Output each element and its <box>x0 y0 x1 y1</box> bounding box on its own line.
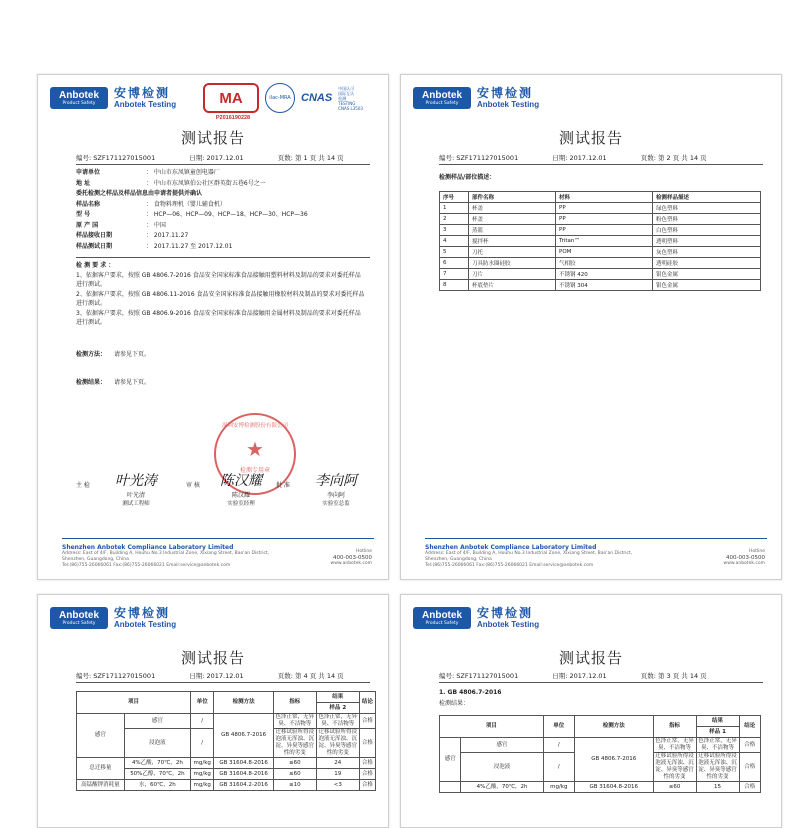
signature-3: 李向阿 <box>315 473 357 489</box>
cert-logos <box>203 83 363 121</box>
applicant-info: 申请单位 ： 中山市东凤镇童创电器厂 地 址 ： 中山市东凤镇伯公社区群英街五巷6号之一 委托检测之样品及样品信息由申请者提供并确认 样品名称 ： 食物料理机（婴儿辅食机） 型 号 ： HCP—06、HCP—09、HCP—18、HCP—30、HCP—36 原 产 国 ： 中国 样品接收日期 ： 2017.11.27 样品测试日期 ： 2017.11.27 至 2017.12.01 <box>76 169 308 250</box>
table-row: 1 杯盖 PP 绿色塑料 <box>440 203 761 214</box>
table-row: 3 蒸篮 PP 白色塑料 <box>440 225 761 236</box>
report-meta: 编号: SZF171127015001 日期: 2017.12.01 页数: 第 2 页 共 14 页 <box>439 154 707 162</box>
test-requirements: 检 测 要 求 ： 1、依据客户要求，按照 GB 4806.7-2016 食品安全国家标准食品接触用塑料材料及制品的要求对委托样品进行测试。 2、依据客户要求，按照 GB 4806.11-2016 食品安全国家标准食品接触用橡胶材料及制品的要求对委托样品进行测试。 3、依据客户要求，按照 GB 4806.9-2016 食品安全国家标准食品接触用金属材料及制品的要求对委托样品进行测试。 <box>76 262 365 326</box>
report-page-4 <box>37 594 389 828</box>
section-title: 检测样品/部位描述： <box>439 174 496 181</box>
results-table: 项目 单位 检测方法 指标 结果 结论 样品 2 感官 感官 / GB 4806.7-2016 色泽正常，无异臭、不洁物等 色泽正常，无异臭、不洁物等 合格 浸泡液 / 迁移试验所得浸泡液无浑浊、沉淀、异臭等感官性的劣变 迁移试验所得浸泡液无浑浊、沉淀、异臭等感官性的劣变 合格 总迁移量 4%乙酸，70℃，2h mg/kg GB 31604.8-2016 ≤60 24 合格 50%乙醇，70℃，2h mg/kg GB 31604.8-2016 ≤60 19 合格 高锰酸钾消耗量 水，60℃，2h mg/kg GB 31604.2-2016 ≤10 <3 合格 <box>76 691 376 791</box>
header-brand: Anbotek Product Safety 安博检测 Anbotek Testing <box>413 607 539 629</box>
signatures: 主 检 叶光涛 叶光清 测试工程师 审 核 陈汉耀 陈汉耀 实验室经理 批 准 李向阿 李向阿 实验室总监 <box>76 470 376 530</box>
header-brand: Anbotek Product Safety 安博检测 Anbotek Testing <box>413 87 539 109</box>
footer: Shenzhen Anbotek Compliance Laboratory Limited Address: East of 4/F, Building A, Houhu No.3 Industrial Zone, Xixiang Street, Bao'an District, Shenzhen, Guangdong, China Tel:(86)755-26066061 Fax:(86)755-26066021 Email:service@anbotek.com <box>62 544 270 568</box>
table-row: 8 杯底垫片 不锈钢 304 银色金属 <box>440 280 761 291</box>
anbotek-logo: Anbotek Product Safety <box>413 607 471 629</box>
cnas-icon: CNAS <box>301 92 333 104</box>
report-meta: 编号: SZF171127015001 日期: 2017.12.01 页数: 第 4 页 共 14 页 <box>76 672 344 680</box>
report-page-3 <box>400 594 782 828</box>
footer: Shenzhen Anbotek Compliance Laboratory Limited Address: East of 4/F, Building A, Houhu No.3 Industrial Zone, Xixiang Street, Bao'an District, Shenzhen, Guangdong, China Tel:(86)755-26066061 Fax:(86)755-26066021 Email:service@anbotek.com <box>425 544 633 568</box>
table-row: 5 刀托 POM 灰色塑料 <box>440 247 761 258</box>
brand-en: Anbotek Testing <box>114 100 177 109</box>
footer-hotline: Hotline 400-003-0500 www.anbotek.com <box>723 549 765 566</box>
header-brand <box>50 87 176 109</box>
page-title: 测试报告 <box>558 129 623 147</box>
report-meta: 编号: SZF171127015001 日期: 2017.12.01 页数: 第 1 页 共 14 页 <box>76 154 344 162</box>
section-subtitle: 检测结果： <box>439 700 470 707</box>
test-result: 检测结果： 请参见下页。 <box>76 379 151 386</box>
page-title: 测试报告 <box>558 649 623 667</box>
section-title: 1. GB 4806.7-2016 <box>439 689 502 696</box>
report-meta: 编号: SZF171127015001 日期: 2017.12.01 页数: 第 3 页 共 14 页 <box>439 672 707 680</box>
table-row: 7 刀片 不锈钢 420 银色金属 <box>440 269 761 280</box>
table-row: 6 刀具防水圈硅胶 气相胶 透明硅胶 <box>440 258 761 269</box>
page-title: 测试报告 <box>180 129 245 147</box>
report-page-2 <box>400 74 782 580</box>
sample-table: 序号 部件名称 材料 检测样品描述 1 杯盖 PP 绿色塑料 2 杯盖 PP 粉色塑料 3 蒸篮 PP 白色塑料 4 搅拌杯 Tritan™ 透明塑料 5 刀托 POM 灰色塑料 6 刀具防水圈硅胶 气相胶 透明硅胶 7 刀片 不锈钢 420 银色金属 8 杯底垫片 不锈钢 304 银色金属 <box>439 191 761 291</box>
table-row: 2 杯盖 PP 粉色塑料 <box>440 214 761 225</box>
page-title: 测试报告 <box>180 649 245 667</box>
cma-icon: MA P2016190228 <box>203 83 259 113</box>
signature-1: 叶光涛 <box>115 473 157 489</box>
results-table: 项目 单位 检测方法 指标 结果 结论 样品 1 感官 感官 / GB 4806.7-2016 色泽正常，无异臭、不洁物等 色泽正常，无异臭、不洁物等 合格 浸泡液 / 迁移试验所得浸泡液无浑浊、沉淀、异臭等感官性的劣变 迁移试验所得浸泡液无浑浊、沉淀、异臭等感官性的劣变 合格 4%乙酸，70℃，2h mg/kg GB 31604.8-2016 ≤60 15 合格 <box>439 715 761 793</box>
cnas-text: 中国认可 国际互认 检测 TESTING CNAS L3503 <box>338 85 363 111</box>
anbotek-logo: Anbotek Product Safety <box>413 87 471 109</box>
anbotek-logo: Anbotek Product Safety <box>50 87 108 109</box>
official-stamp: 深圳安博检测股份有限公司 ★ 检测专用章 <box>214 413 296 495</box>
test-method: 检测方法： 请参见下页。 <box>76 351 151 358</box>
table-row: 4 搅拌杯 Tritan™ 透明塑料 <box>440 236 761 247</box>
brand-cn: 安博检测 <box>114 86 171 100</box>
signature-2: 陈汉耀 <box>220 473 262 489</box>
report-page-1 <box>37 74 389 580</box>
footer-hotline: Hotline 400-003-0500 www.anbotek.com <box>330 549 372 566</box>
header-brand: Anbotek Product Safety 安博检测 Anbotek Testing <box>50 607 176 629</box>
anbotek-logo: Anbotek Product Safety <box>50 607 108 629</box>
ilac-mra-icon: ilac-MRA <box>265 83 295 113</box>
